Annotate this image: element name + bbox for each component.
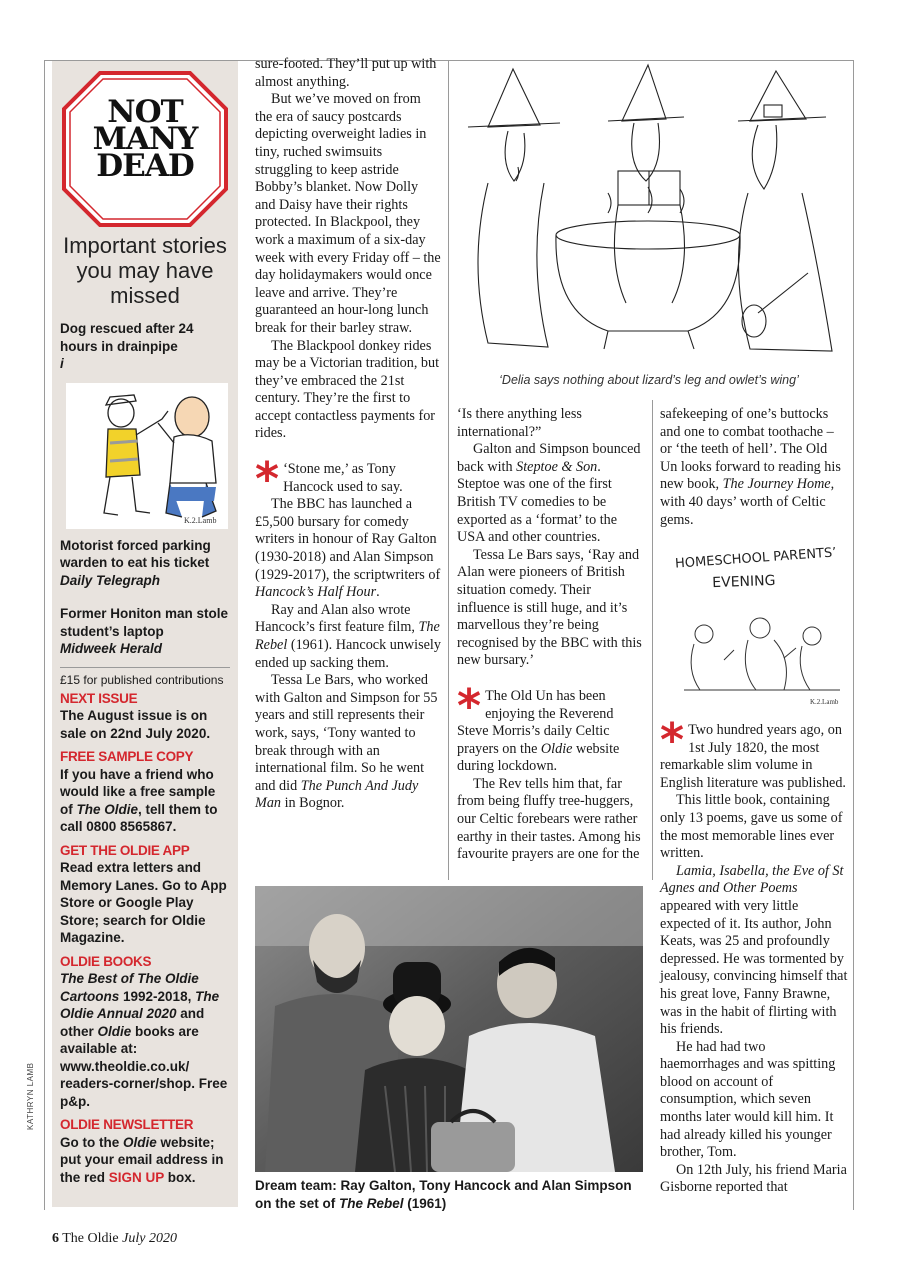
sidebar [52, 61, 238, 1207]
asterisk-icon: * [660, 713, 685, 767]
newsletter-text-1: Go to the [60, 1134, 123, 1150]
page-folio [52, 1231, 177, 1247]
homeschool-line-1: HOMESCHOOL PARENTS’ [674, 545, 837, 572]
title-italic: Steptoe & Son [516, 458, 598, 475]
story-source: Midweek Herald [60, 641, 163, 656]
newsletter-italic: Oldie [123, 1134, 157, 1150]
paragraph-text: Two hundred years ago, on 1st July 1820, the most remarkable slim volume in English literature was published. [660, 722, 846, 791]
paragraph-text: Tessa Le Bars, who worked with Galton and Simpson for 55 years and still represents their work, says, ‘Tony wanted to break through with an international film. So he went and did [255, 672, 438, 794]
books-title-2: The Oldie Annual 2020 [60, 988, 220, 1021]
article-column-1 [255, 56, 441, 813]
newsletter-text-2: website; put your email address in the red [60, 1134, 224, 1185]
newsletter-block [60, 1116, 230, 1186]
sidebar-heading: Important stories you may have missed [63, 233, 227, 308]
article-column-3 [660, 406, 848, 529]
oldie-app-text: Read extra letters and Memory Lanes. Go to App Store or Google Play Store; search for Oldie Magazine. [60, 860, 227, 945]
photo-caption-text: Dream team: Ray Galton, Tony Hancock and Alan Simpson on the set of [255, 1178, 632, 1211]
paragraph [255, 452, 441, 507]
illustrator-credit: KATHRYN LAMB [26, 1062, 35, 1130]
svg-text:K.2.Lamb: K.2.Lamb [810, 698, 839, 706]
paragraph: sure-footed. They’ll put up with almost anything. [255, 56, 437, 90]
books-text-2: and other [60, 1006, 205, 1039]
paragraph-text: in Bognor. [281, 795, 345, 812]
books-title-3: Oldie [97, 1023, 132, 1039]
dream-team-photo [255, 886, 643, 1172]
paragraph-text: The Old Un has been enjoying the Reverend Steve Morris’s daily Celtic prayers on the [457, 687, 614, 757]
magazine-name: The Oldie [62, 1231, 119, 1246]
paragraph-text: The BBC has launched a £5,500 bursary for comedy writers in honour of Ray Galton (1930-2018) and Alan Simpson (1929-2017), the scriptwriters of [255, 496, 441, 583]
paragraph-text: Galton and Simpson bounced back with [457, 441, 641, 475]
sample-copy-italic: The Oldie [76, 801, 139, 817]
story-item [60, 537, 230, 590]
story-headline: Former Honiton man stole student’s laptop [60, 606, 229, 639]
title-italic: The Rebel [255, 619, 440, 653]
books-text-1: 1992-2018, [119, 988, 196, 1004]
oldie-app-heading: GET THE OLDIE APP [60, 842, 190, 858]
paragraph-text: appeared with very little expected of it. Its author, John Keats, was 25 and profoundly depressed. He was tormented by jealousy, convincing himself that his great love, Fanny Brawne, was in the habit of flirting with his friends. [660, 897, 848, 1038]
oldie-books-heading: OLDIE BOOKS [60, 953, 152, 969]
next-issue-text: The August issue is on sale on 22nd July 2020. [60, 708, 211, 741]
title-italic: Hancock’s Half Hour [255, 584, 377, 601]
paragraph: ‘Is there anything less international?” [457, 406, 582, 440]
sample-copy-text-end: , tell them to call 0800 8565867. [60, 801, 218, 834]
paragraph [457, 678, 645, 776]
article-column-2 [457, 406, 645, 864]
asterisk-icon: * [457, 678, 482, 733]
sample-copy-text: If you have a friend who would like a free sample of [60, 766, 216, 817]
paragraph [660, 406, 848, 529]
newsletter-heading: OLDIE NEWSLETTER [60, 1117, 194, 1132]
books-title-1: The Best of The Oldie Cartoons [60, 971, 199, 1004]
issue-date: July 2020 [122, 1231, 177, 1246]
sample-copy-heading: FREE SAMPLE COPY [60, 749, 194, 764]
story-item [60, 605, 230, 658]
paragraph [660, 863, 848, 1039]
story-source: i [60, 356, 64, 371]
svg-text:K.2.Lamb: K.2.Lamb [184, 515, 217, 525]
story-headline: Motorist forced parking warden to eat his ticket [60, 537, 211, 570]
paragraph-text: . [376, 584, 380, 601]
witches-cartoon [458, 63, 842, 366]
left-rule [44, 60, 45, 1210]
paragraph: But we’ve moved on from the era of saucy postcards depicting overweight ladies in tiny, ruched swimsuits struggling to keep astride Bobby’s blanket. Now Dolly and Daisy have their rights protected. In Blackpool, they work a maximum of a six-day week with every Friday off – the day holidaymakers would once leave and arrive. They’re guaranteed an hour-long lunch break for their barley straw. [255, 91, 441, 336]
badge-line-1: NOT [107, 94, 183, 130]
oldie-books-block [60, 953, 230, 1111]
paragraph-text: ‘Stone me,’ as Tony Hancock used to say. [283, 461, 403, 495]
title-italic: Oldie [540, 740, 573, 757]
paragraph-text: . Steptoe was one of the first British TV comedies to be exported as a ‘format’ to the USA and other countries. [457, 458, 618, 546]
badge-line-3: DEAD [96, 148, 194, 184]
paragraph: This little book, containing only 13 poems, gave us some of the most memorable lines ever written. [660, 792, 843, 862]
paragraph [255, 602, 441, 672]
payment-note: £15 for published contributions [60, 672, 224, 687]
right-rule [853, 60, 854, 1210]
paragraph-text: Ray and Alan also wrote Hancock’s first feature film, [255, 601, 419, 636]
story-item [60, 320, 230, 373]
not-many-dead-badge [62, 71, 228, 227]
paragraph [255, 672, 441, 813]
paragraph: The Blackpool donkey rides may be a Victorian tradition, but they’ve embraced the 21st century. They’re the first to accept contactless payments for rides. [255, 337, 440, 442]
homeschool-cartoon [664, 540, 848, 710]
column-rule-1 [448, 60, 449, 880]
paragraph-text: website during lockdown. [457, 740, 620, 775]
column-rule-2 [652, 400, 653, 880]
newsletter-text-3: box. [164, 1169, 196, 1185]
paragraph: The Rev tells him that, far from being fluffy tree-huggers, our Celtic forebears were rather earthy in their tastes. Among his favourite prayers are one for the [457, 775, 641, 863]
paragraph [660, 713, 848, 792]
title-italic: The Journey Home [722, 476, 831, 493]
title-italic: The Punch And Judy Man [255, 777, 419, 812]
next-issue-block [60, 690, 230, 743]
paragraph: He had had two haemorrhages and was spitting blood on account of consumption, which seven months later would kill him. It had already killed his younger brother, Tom. [660, 1038, 836, 1161]
paragraph-text: (1961). Hancock unwisely ended up sacking them. [255, 637, 441, 671]
story-source: Daily Telegraph [60, 572, 161, 588]
badge-line-2: MANY [92, 121, 198, 157]
photo-caption-end: (1961) [403, 1195, 447, 1211]
motorist-cartoon [66, 383, 228, 529]
photo-caption [255, 1177, 650, 1212]
paragraph-text: safekeeping of one’s buttocks and one to combat toothache – or ‘the teeth of hell’. The Old Un looks forward to reading his new book, [660, 406, 841, 493]
sidebar-divider [60, 667, 230, 668]
story-headline: Dog rescued after 24 hours in drainpipe [60, 321, 194, 354]
sign-up-text: SIGN UP [108, 1169, 165, 1185]
paragraph [255, 496, 441, 602]
paragraph [457, 441, 645, 547]
paragraph-text: , with 40 days’ worth of Celtic gems. [660, 476, 835, 528]
paragraph: On 12th July, his friend Maria Gisborne reported that [660, 1161, 847, 1196]
title-italic: Lamia, Isabella, the Eve of St Agnes and Other Poems [660, 862, 844, 897]
paragraph: Tessa Le Bars says, ‘Ray and Alan were pioneers of British situation comedy. Their influence is still huge, and it’s marvellous they’re being recognised by the BBC with this new bursary.’ [457, 546, 642, 669]
oldie-app-block [60, 842, 230, 947]
books-link-text[interactable]: books are available at: www.theoldie.co.uk/ readers-corner/shop. Free p&p. [60, 1023, 228, 1109]
homeschool-line-2: EVENING [711, 572, 776, 592]
article-column-3-continued [660, 713, 848, 1197]
cartoon-caption: ‘Delia says nothing about lizard’s leg and owlet’s wing’ [499, 373, 799, 387]
photo-caption-italic: The Rebel [339, 1195, 404, 1211]
page-number: 6 [52, 1231, 59, 1246]
asterisk-icon: * [255, 452, 280, 507]
next-issue-heading: NEXT ISSUE [60, 690, 138, 706]
sample-copy-block [60, 748, 230, 836]
